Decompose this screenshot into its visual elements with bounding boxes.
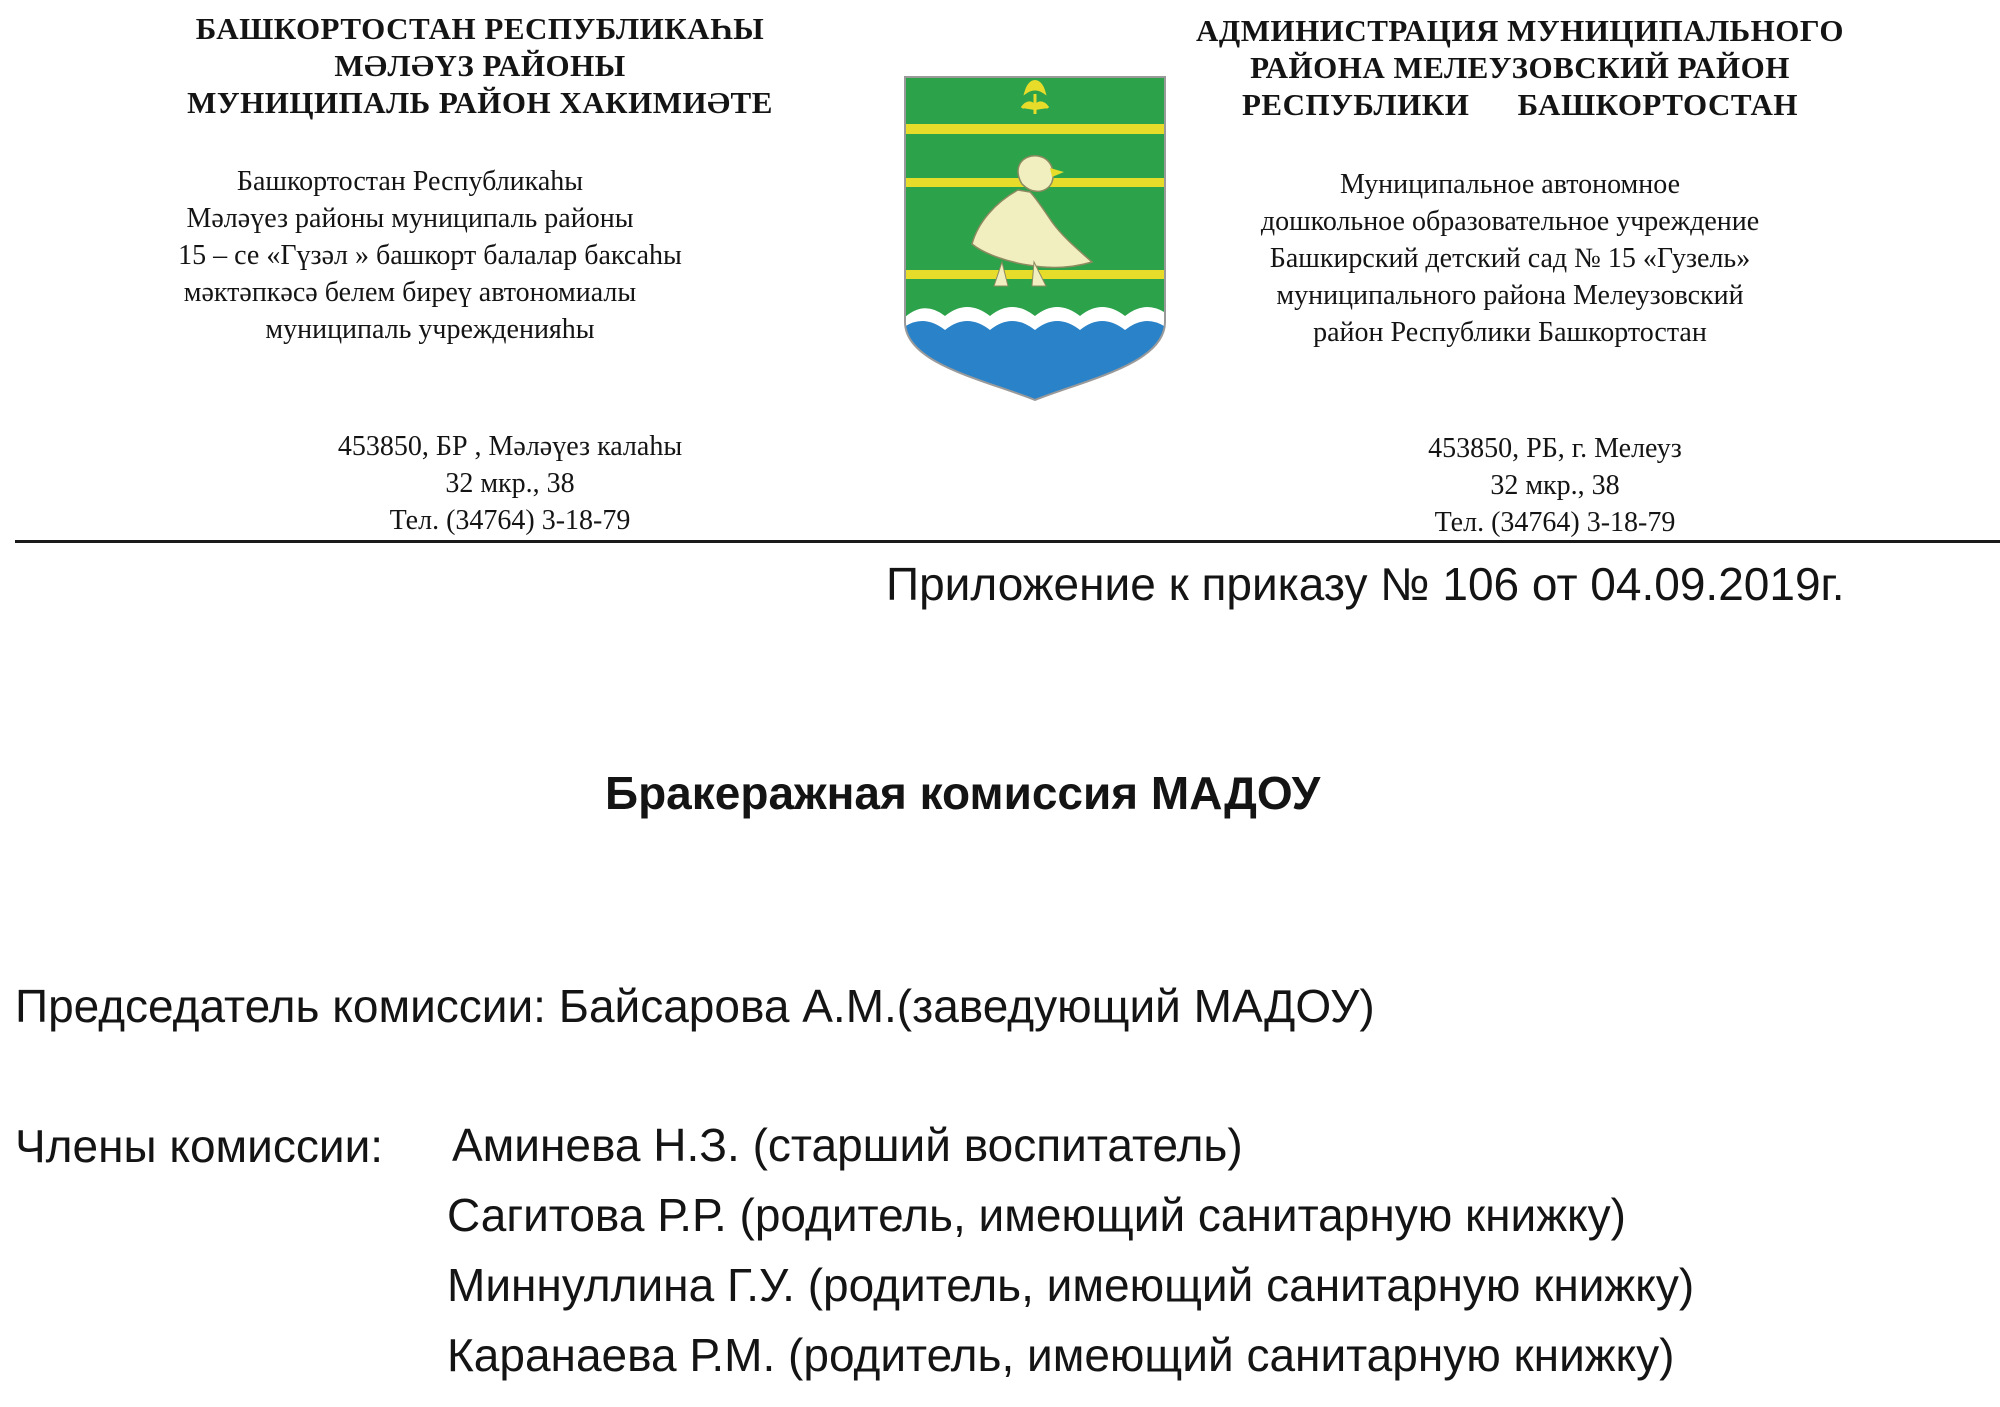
left-header-title-line: МУНИЦИПАЛЬ РАЙОН ХАКИМИӘТЕ [187, 85, 773, 120]
left-header-body-line: мәктәпкәсә белем биреү автономиалы [183, 277, 637, 308]
members-label: Члены комиссии: [15, 1120, 384, 1172]
member-item: Миннуллина Г.У. (родитель, имеющий санитарную книжку) [447, 1259, 1695, 1311]
left-header-body-line: 15 – се «Гүзәл » башкорт балалар баксаһы [178, 240, 682, 271]
chair-line [15, 978, 1375, 1034]
right-header-title-line: РАЙОНА МЕЛЕУЗОВСКИЙ РАЙОН [1250, 50, 1790, 85]
left-header-title-line: БАШКОРТОСТАН РЕСПУБЛИКАҺЫ [195, 11, 765, 46]
left-header-body [90, 163, 730, 348]
right-header-body-line: дошкольное образовательное учреждение [1260, 206, 1760, 237]
coat-of-arms-icon [900, 72, 1170, 407]
right-address-line: Тел. (34764) 3-18-79 [1434, 507, 1676, 538]
left-header-body-line: муниципаль учрежденияһы [265, 314, 595, 345]
right-header-body-line: муниципального района Мелеузовский [1276, 280, 1744, 311]
left-header-body-line: Башкортостан Республикаһы [236, 166, 584, 197]
chair-value: Байсарова А.М.(заведующий МАДОУ) [558, 980, 1375, 1032]
right-header-body-line: Башкирский детский сад № 15 «Гузель» [1269, 243, 1751, 274]
commission-heading: Бракеражная комиссия МАДОУ [605, 767, 1321, 819]
right-address-line: 32 мкр., 38 [1490, 470, 1620, 501]
left-header-title-line: МӘЛӘҮЗ РАЙОНЫ [334, 48, 626, 83]
left-header-title [110, 10, 850, 121]
left-address-line: 453850, БР , Мәләүез калаһы [337, 431, 683, 462]
left-address-line: Тел. (34764) 3-18-79 [389, 505, 631, 536]
left-header-body-line: Мәләүез районы муниципаль районы [186, 203, 634, 234]
appendix-reference: Приложение к приказу № 106 от 04.09.2019г. [886, 558, 1845, 610]
left-address-line: 32 мкр., 38 [445, 468, 575, 499]
right-address-line: 453850, РБ, г. Мелеуз [1428, 433, 1682, 464]
member-item: Сагитова Р.Р. (родитель, имеющий санитарную книжку) [447, 1189, 1626, 1241]
left-header-address [280, 428, 740, 539]
header-divider [15, 540, 2000, 543]
right-header-body [1190, 166, 1830, 351]
right-header-title-line: АДМИНИСТРАЦИЯ МУНИЦИПАЛЬНОГО [1196, 13, 1844, 48]
right-header-address [1325, 430, 1785, 541]
right-header-body-line: Муниципальное автономное [1339, 169, 1681, 200]
right-header-title-line: РЕСПУБЛИКИ БАШКОРТОСТАН [1241, 87, 1799, 122]
right-header-body-line: район Республики Башкортостан [1313, 317, 1707, 348]
member-item: Аминева Н.З. (старший воспитатель) [452, 1119, 1243, 1171]
member-item: Каранаева Р.М. (родитель, имеющий санитарную книжку) [447, 1329, 1675, 1381]
right-header-title [1140, 12, 1900, 123]
chair-label: Председатель комиссии: [15, 980, 546, 1032]
